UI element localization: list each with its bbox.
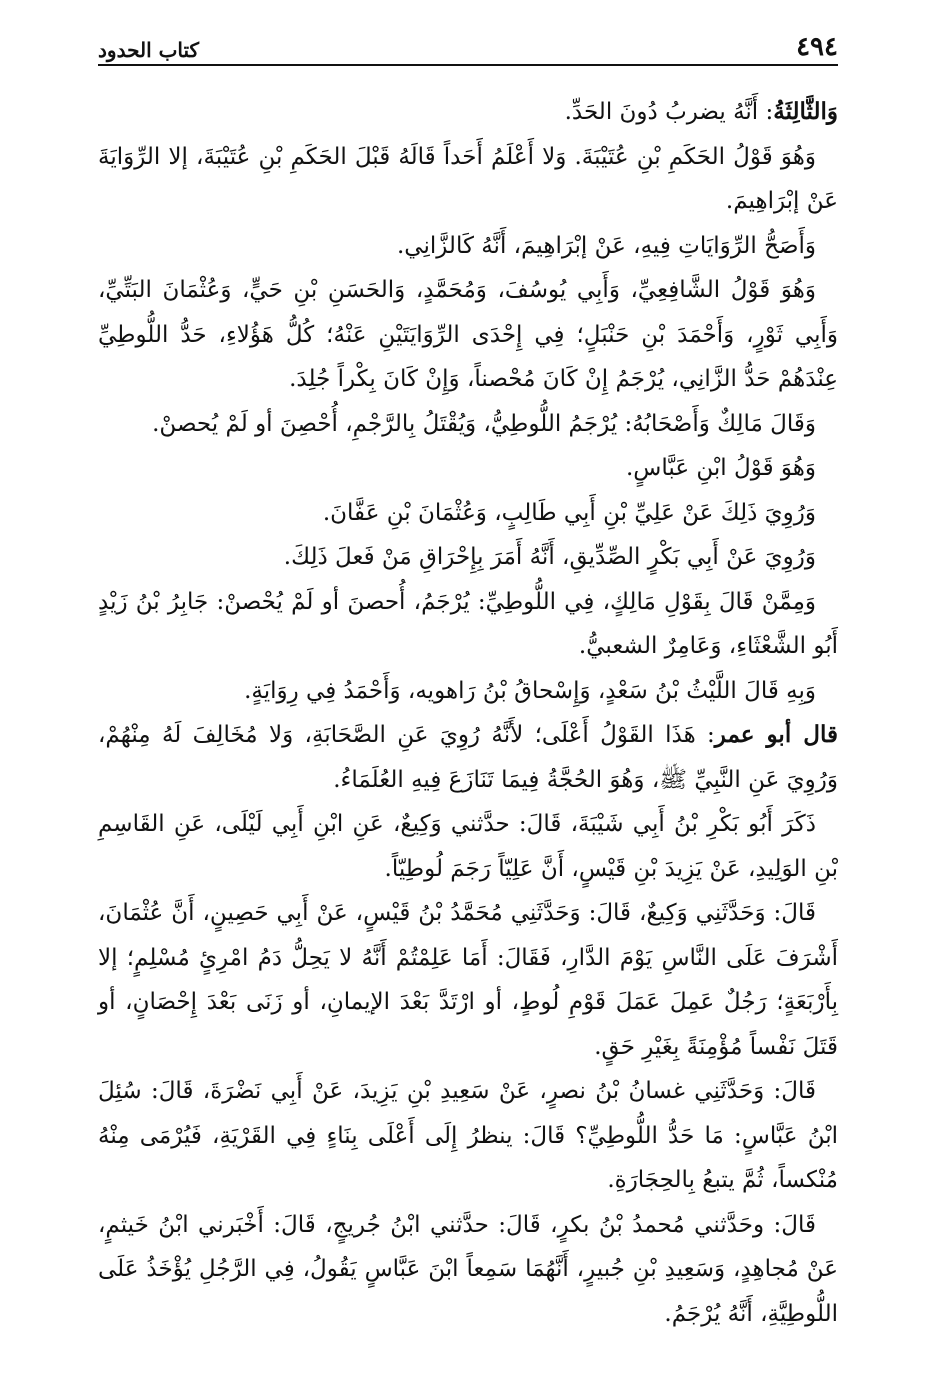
paragraph (98, 580, 838, 669)
paragraph-text: وَهُوَ قَوْلُ ابْنِ عَبَّاسٍ. (626, 455, 816, 481)
paragraph (98, 402, 838, 447)
paragraph-text: وَرُوِيَ عَنْ أَبِي بَكْرٍ الصِّدِّيقِ، أَنَّهُ أَمَرَ بِإِحْرَاقِ مَنْ فَعلَ ذَلِكَ. (283, 544, 816, 570)
paragraph (98, 1069, 838, 1203)
paragraph-text: ذَكَرَ أَبُو بَكْرِ بْنُ أَبِي شَيْبَةَ، قَالَ: حدَّثني وَكِيعٌ، عَنِ ابْنِ أَبِي لَيْلَى، عَنِ القَاسِمِ بْنِ الوَلِيدِ، عَنْ يَزِيدَ بْنِ قَيْسٍ، أَنَّ عَلِيّاً رَجَمَ لُوطِيّاً. (98, 811, 838, 882)
paragraph-text: قَالَ: وَحَدَّثَنِي غسانُ بْنُ نصرٍ، عَنْ سَعِيدِ بْنِ يَزِيدَ، عَنْ أَبِي نَضْرَةَ، قَالَ: سُئِلَ ابْنُ عَبَّاسٍ: مَا حَدُّ اللُّوطِيِّ؟ قَالَ: ينظرُ إِلَى أَعْلَى بِنَاءٍ فِي القَرْيَةِ، فَيُرْمَى مِنْهُ مُنْكساً، ثُمَّ يتبعُ بِالحِجَارَةِ. (98, 1078, 838, 1193)
paragraph-text: وَرُوِيَ ذَلِكَ عَنْ عَلِيِّ بْنِ أَبِي طَالِبٍ، وَعُثْمَانَ بْنِ عَفَّانَ. (322, 499, 816, 526)
paragraph (98, 891, 838, 1069)
page-number: ٤٩٤ (796, 32, 838, 62)
paragraph (98, 713, 838, 802)
paragraph (98, 268, 838, 402)
paragraph-text: : هَذَا القَوْلُ أَعْلَى؛ لأَنَّهُ رُوِيَ عَنِ الصَّحَابَةِ، وَلا مُخَالِفَ لَهُ مِنْهُمْ، وَرُوِيَ عَنِ النَّبِيِّ ﷺ، وَهُوَ الحُجَّةُ فِيمَا تَنَازَعَ فِيهِ العُلَمَاءُ. (98, 722, 838, 793)
page-header (98, 22, 838, 66)
paragraph-text: وَأَصَحُّ الرِّوَايَاتِ فِيهِ، عَنْ إبْرَاهِيمَ، أَنَّهُ كَالزَّانِي. (396, 232, 816, 259)
paragraph-text: : أَنَّهُ يضربُ دُونَ الحَدِّ. (564, 99, 774, 125)
paragraph-text: وَقَالَ مَالِكٌ وَأَصْحَابُهُ: يُرْجَمُ اللُّوطِيُّ، وَيُقْتَلُ بِالرَّجْمِ، أُحْصِنَ أو لَمْ يُحصنْ. (152, 410, 816, 437)
paragraph (98, 446, 838, 491)
paragraph-lead: قال أبو عمر (714, 721, 838, 748)
header-rule (98, 64, 838, 66)
paragraph (98, 669, 838, 714)
paragraph-text: وَبِهِ قَالَ اللَّيْثُ بْنُ سَعْدٍ، وَإِسْحاقُ بْنُ رَاهويه، وَأَحْمَدُ فِي رِوَايَةٍ. (244, 677, 816, 704)
paragraph-text: قَالَ: وحَدَّثني مُحمدُ بْنُ بكرٍ، قَالَ: حدَّثني ابْنُ جُريجٍ، قَالَ: أَخْبَرني ابْنُ خَيثمٍ، عَنْ مُجاهِدٍ، وَسَعِيدِ بْنِ جُبيرٍ، أَنَّهُمَا سَمِعاً ابْنَ عَبَّاسٍ يَقُولُ، فِي الرَّجُلِ يُؤْخَذُ عَلَى اللُّوطِيَّةِ، أَنَّهُ يُرْجَمُ. (98, 1211, 838, 1327)
paragraph-text: قَالَ: وَحَدَّثَنِي وَكِيعٌ، قَالَ: وَحَدَّثَنِي مُحَمَّدُ بْنُ قَيْسٍ، عَنْ أَبِي حَصِينٍ، أَنَّ عُثْمَانَ، أَشْرَفَ عَلَى النَّاسِ يَوْمَ الدَّارِ، فَقَالَ: أَمَا عَلِمْتُمْ أَنَّهُ لا يَحِلُّ دَمُ امْرِئٍ مُسْلِمٍ؛ إلا بِأَرْبَعَةٍ؛ رَجُلٌ عَمِلَ عَمَلَ قَوْمِ لُوطٍ، أو ارْتَدَّ بَعْدَ الإيمانِ، أو زَنَى بَعْدَ إِحْصَانٍ، أو قَتَلَ نَفْساً مُؤْمِنَةً بِغَيْرِ حَقٍ. (98, 900, 838, 1060)
paragraph-text: وَهُوَ قَوْلُ الحَكَمِ بْنِ عُتَيْبَةَ. وَلا أَعْلَمُ أَحَداً قَالَهُ قَبْلَ الحَكَمِ بْنِ عُتَيْبَةَ، إلا الرِّوَايَةَ عَنْ إبْرَاهِيمَ. (98, 143, 838, 214)
paragraph (98, 535, 838, 580)
paragraph (98, 135, 838, 224)
page-body (98, 90, 838, 1336)
paragraph (98, 90, 838, 135)
paragraph-lead: وَالثَّالِثَةُ (773, 98, 838, 125)
paragraph-text: وَمِمَّنْ قَالَ بِقَوْلِ مَالِكٍ، فِي اللُّوطِيِّ: يُرْجَمُ، أُحصنَ أو لَمْ يُحْصنْ: جَابِرُ بْنُ زَيْدٍ أَبُو الشَّعْثَاءِ، وَعَامِرٌ الشعبيُّ. (98, 588, 838, 659)
running-title: كتاب الحدود (98, 38, 200, 62)
paragraph (98, 1203, 838, 1337)
paragraph-text: وَهُوَ قَوْلُ الشَّافِعِيِّ، وَأَبِي يُوسُفَ، وَمُحَمَّدٍ، وَالحَسَنِ بْنِ حَيٍّ، وَعُثْمَانَ البَتِّيِّ، وَأَبِي ثَوْرٍ، وَأَحْمَدَ بْنِ حَنْبَلٍ؛ فِي إِحْدَى الرِّوَايَتَيْنِ عَنْهُ؛ كُلُّ هَؤُلاءِ، حَدُّ اللُّوطِيِّ عِنْدَهُمْ حَدُّ الزَّانِي، يُرْجَمُ إِنْ كَانَ مُحْصناً، وَإِنْ كَانَ بِكْراً جُلِدَ. (98, 277, 838, 392)
paragraph (98, 491, 838, 536)
paragraph (98, 802, 838, 891)
paragraph (98, 224, 838, 269)
